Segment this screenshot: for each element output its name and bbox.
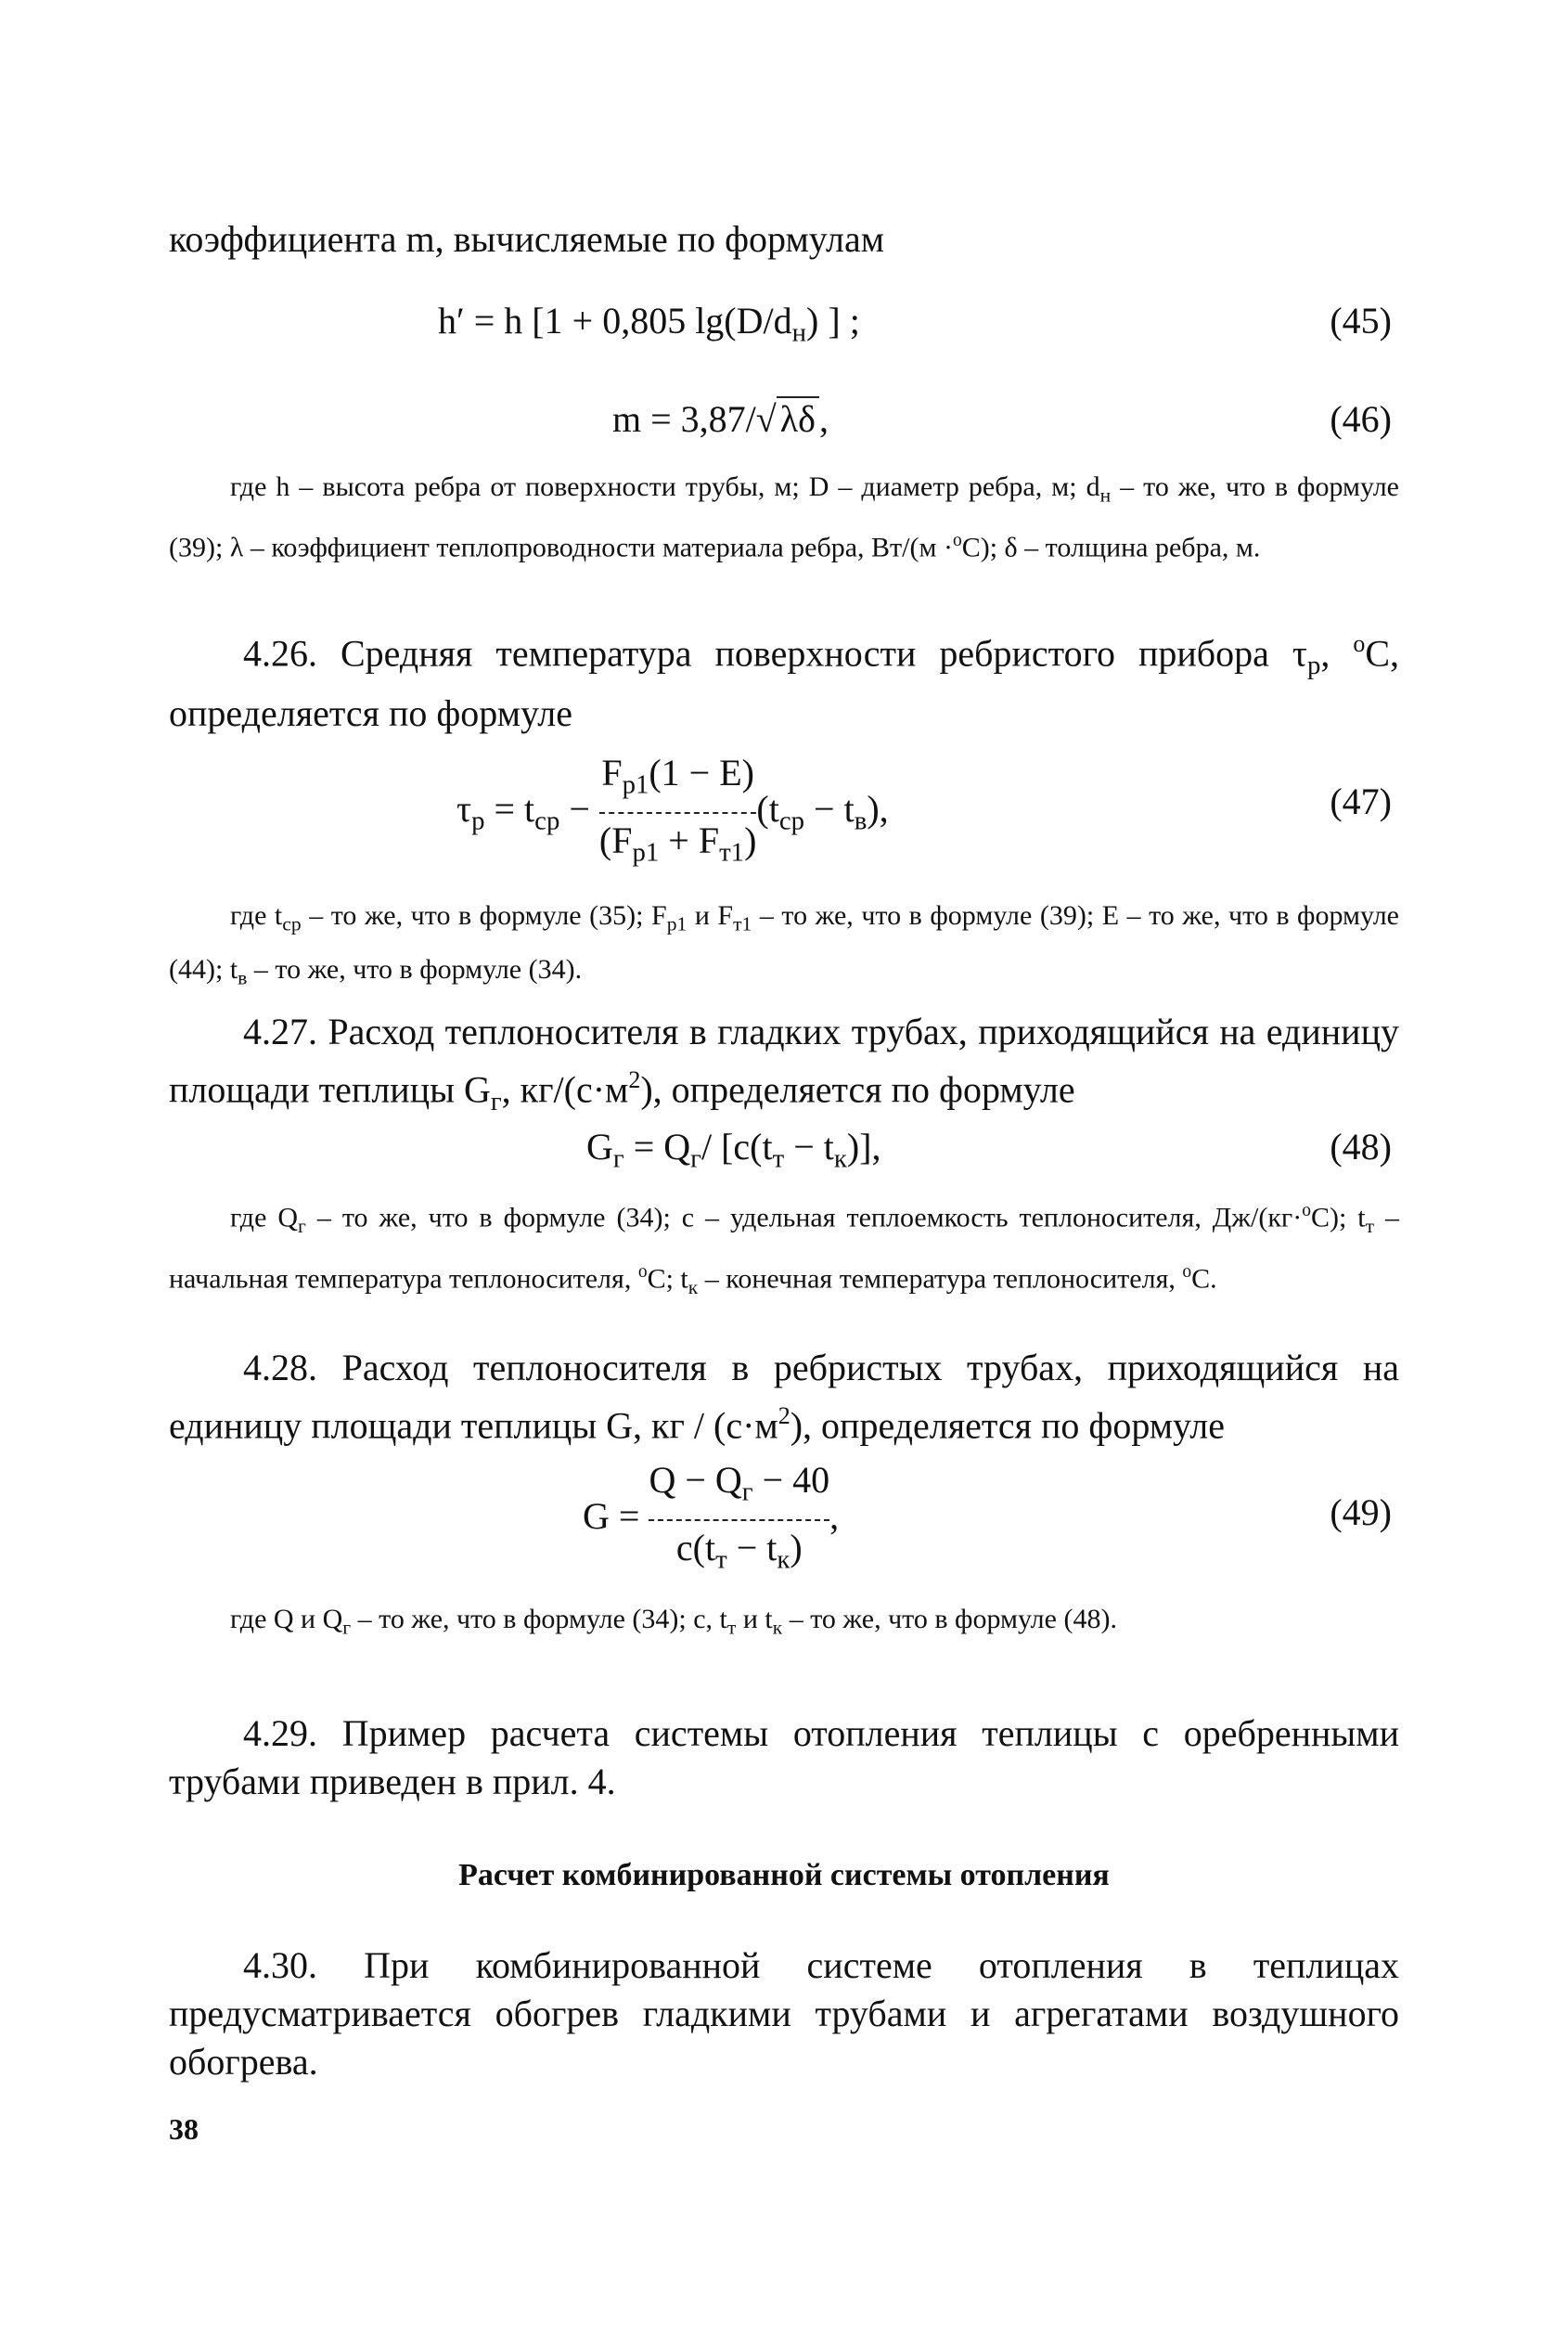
section-number: 4.27. <box>243 1011 317 1052</box>
explanation-49: где Q и $Q_г$ – то же, что в формуле (34); c, $t_т$ и $t_к$ – то же, что в формуле (48). <box>230 1604 1117 1639</box>
sqrt-symbol: √ <box>755 398 777 440</box>
intro-text: коэффициента m, вычисляемые по формулам <box>169 218 885 260</box>
equation-number-48: (48) <box>1330 1126 1392 1168</box>
formula-45: h′ = h [1 + 0,805 $\lg(D/d_н)$ ] ; <box>438 300 860 348</box>
section-number: 4.26. <box>243 632 317 675</box>
formula-49: G = $\frac{Q - Q_г - 40}{c(t_т - t_к)}$ , <box>583 1455 839 1584</box>
section-heading: Расчет комбинированной системы отопления <box>458 1858 1110 1892</box>
formula-48: $G_г = Q_г/$ $[c(t_т - t_к)]$, <box>586 1126 881 1174</box>
section-number: 4.30. <box>243 1944 317 1986</box>
formula-47: $\tau_р = t_{ср}$ − $\frac{F_{р1}(1 - E)}{(F_{р1} + F_{т1})}$ $(t_{ср} - t_в)$, <box>456 748 889 877</box>
equation-number-46: (46) <box>1330 398 1392 440</box>
section-4-26: 4.26. Средняя температура поверхности ребристого прибора $\tau_р$, $^о$С, определяется по формуле <box>169 630 1400 735</box>
equation-number-49: (49) <box>1330 1491 1392 1533</box>
explanation-45-46: где h – высота ребра от поверхности трубы, м; D – диаметр ребра, м; $d_н$ – то же, что в формуле (39); λ – коэффициент теплопроводности материала ребра, Вт/(м ·$^о$С); δ – толщина ребра, м. <box>169 471 1399 564</box>
section-4-27: 4.27. Расход теплоносителя в гладких трубах, приходящийся на единицу площади теплицы $G_г$, $кг/(с\cdot м^2)$, определяется по формуле <box>169 1011 1399 1117</box>
fraction-49: $\frac{Q - Q_г - 40}{c(t_т - t_к)}$ <box>649 1459 830 1575</box>
section-4-30: 4.30. При комбинированной системе отопления в теплицах предусматривается обогрев гладкими трубами и агрегатами воздушного обогрева. <box>169 1944 1399 2083</box>
explanation-48: где $Q_г$ – то же, что в формуле (34); c – удельная теплоемкость теплоносителя, Дж/(кг·$^о$С); $t_т$ – начальная температура теплоносителя, $^о$С; $t_к$ – конечная температура теплоносителя, $^о$С. <box>169 1201 1400 1299</box>
section-4-28: 4.28. Расход теплоносителя в ребристых трубах, приходящийся на единицу площади теплицы G, кг / $(с\cdot м^2)$, определяется по формуле <box>169 1347 1399 1447</box>
explanation-47: где $t_{ср}$ – то же, что в формуле (35); $F_{р1}$ и $F_{т1}$ – то же, что в формуле (39); E – то же, что в формуле (44); $t_в$ – то же, что в формуле (34). <box>169 900 1399 989</box>
section-number: 4.28. <box>243 1347 317 1388</box>
fraction-47: $\frac{F_{р1}(1 - E)}{(F_{р1} + F_{т1})}$ <box>598 752 757 868</box>
equation-number-47: (47) <box>1330 780 1392 822</box>
page-number: 38 <box>169 2112 199 2146</box>
equation-number-45: (45) <box>1330 300 1392 342</box>
formula-46: m = 3,87/√ λδ , <box>612 398 829 440</box>
section-4-29: 4.29. Пример расчета системы отопления теплицы с оребренными трубами приведен в прил. 4. <box>169 1712 1399 1802</box>
section-number: 4.29. <box>243 1712 317 1754</box>
